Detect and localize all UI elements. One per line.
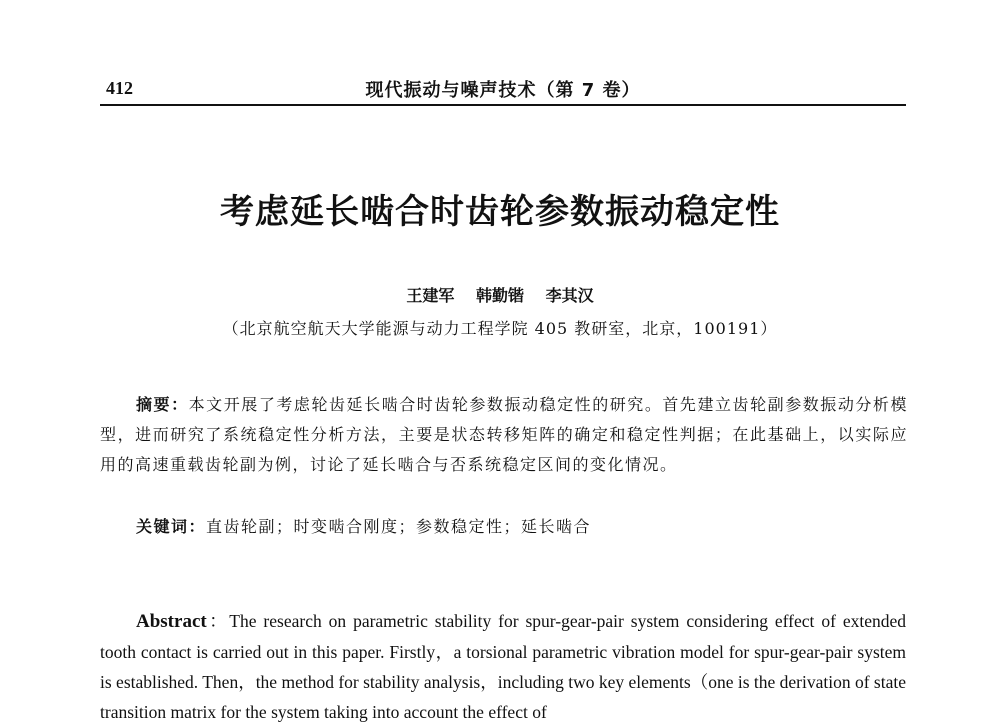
keywords-cn [100,512,908,542]
abstract-cn-label: 摘要： [136,395,189,414]
page-number: 412 [106,78,133,98]
abstract-en-label: Abstract [136,611,207,632]
author-list: 王建军 韩勤锴 李其汉 [406,286,594,305]
article-title: 考虑延长啮合时齿轮参数振动稳定性 [220,192,780,232]
abstract-cn-text: 本文开展了考虑轮齿延长啮合时齿轮参数振动稳定性的研究。首先建立齿轮副参数振动分析模型，进而研究了系统稳定性分析方法，主要是状态转移矩阵的确定和稳定性判据；在此基础上，以实际应用的高速重载齿轮副为例，讨论了延长啮合与否系统稳定区间的变化情况。 [100,395,908,474]
author-affiliation: （北京航空航天大学能源与动力工程学院 405 教研室，北京，100191） [222,319,778,338]
abstract-en-text: ：The research on parametric stability for spur-gear-pair system considering effect of extended tooth contact is carried out in this paper. Firstly，a torsional parametric vibration model for spur-gear-pair system is established. Then，the method for stability analysis，including two key elements（one is the derivation of state transition matrix for the system taking into account the effect of [100,611,906,722]
header-rule [100,104,906,106]
keywords-cn-text: 直齿轮副；时变啮合刚度；参数稳定性；延长啮合 [206,517,592,536]
keywords-cn-label: 关键词： [136,517,207,536]
abstract-en [100,606,906,727]
running-header [100,72,906,104]
abstract-cn [100,390,908,480]
journal-name: 现代振动与噪声技术（第 7 卷） [365,80,641,101]
